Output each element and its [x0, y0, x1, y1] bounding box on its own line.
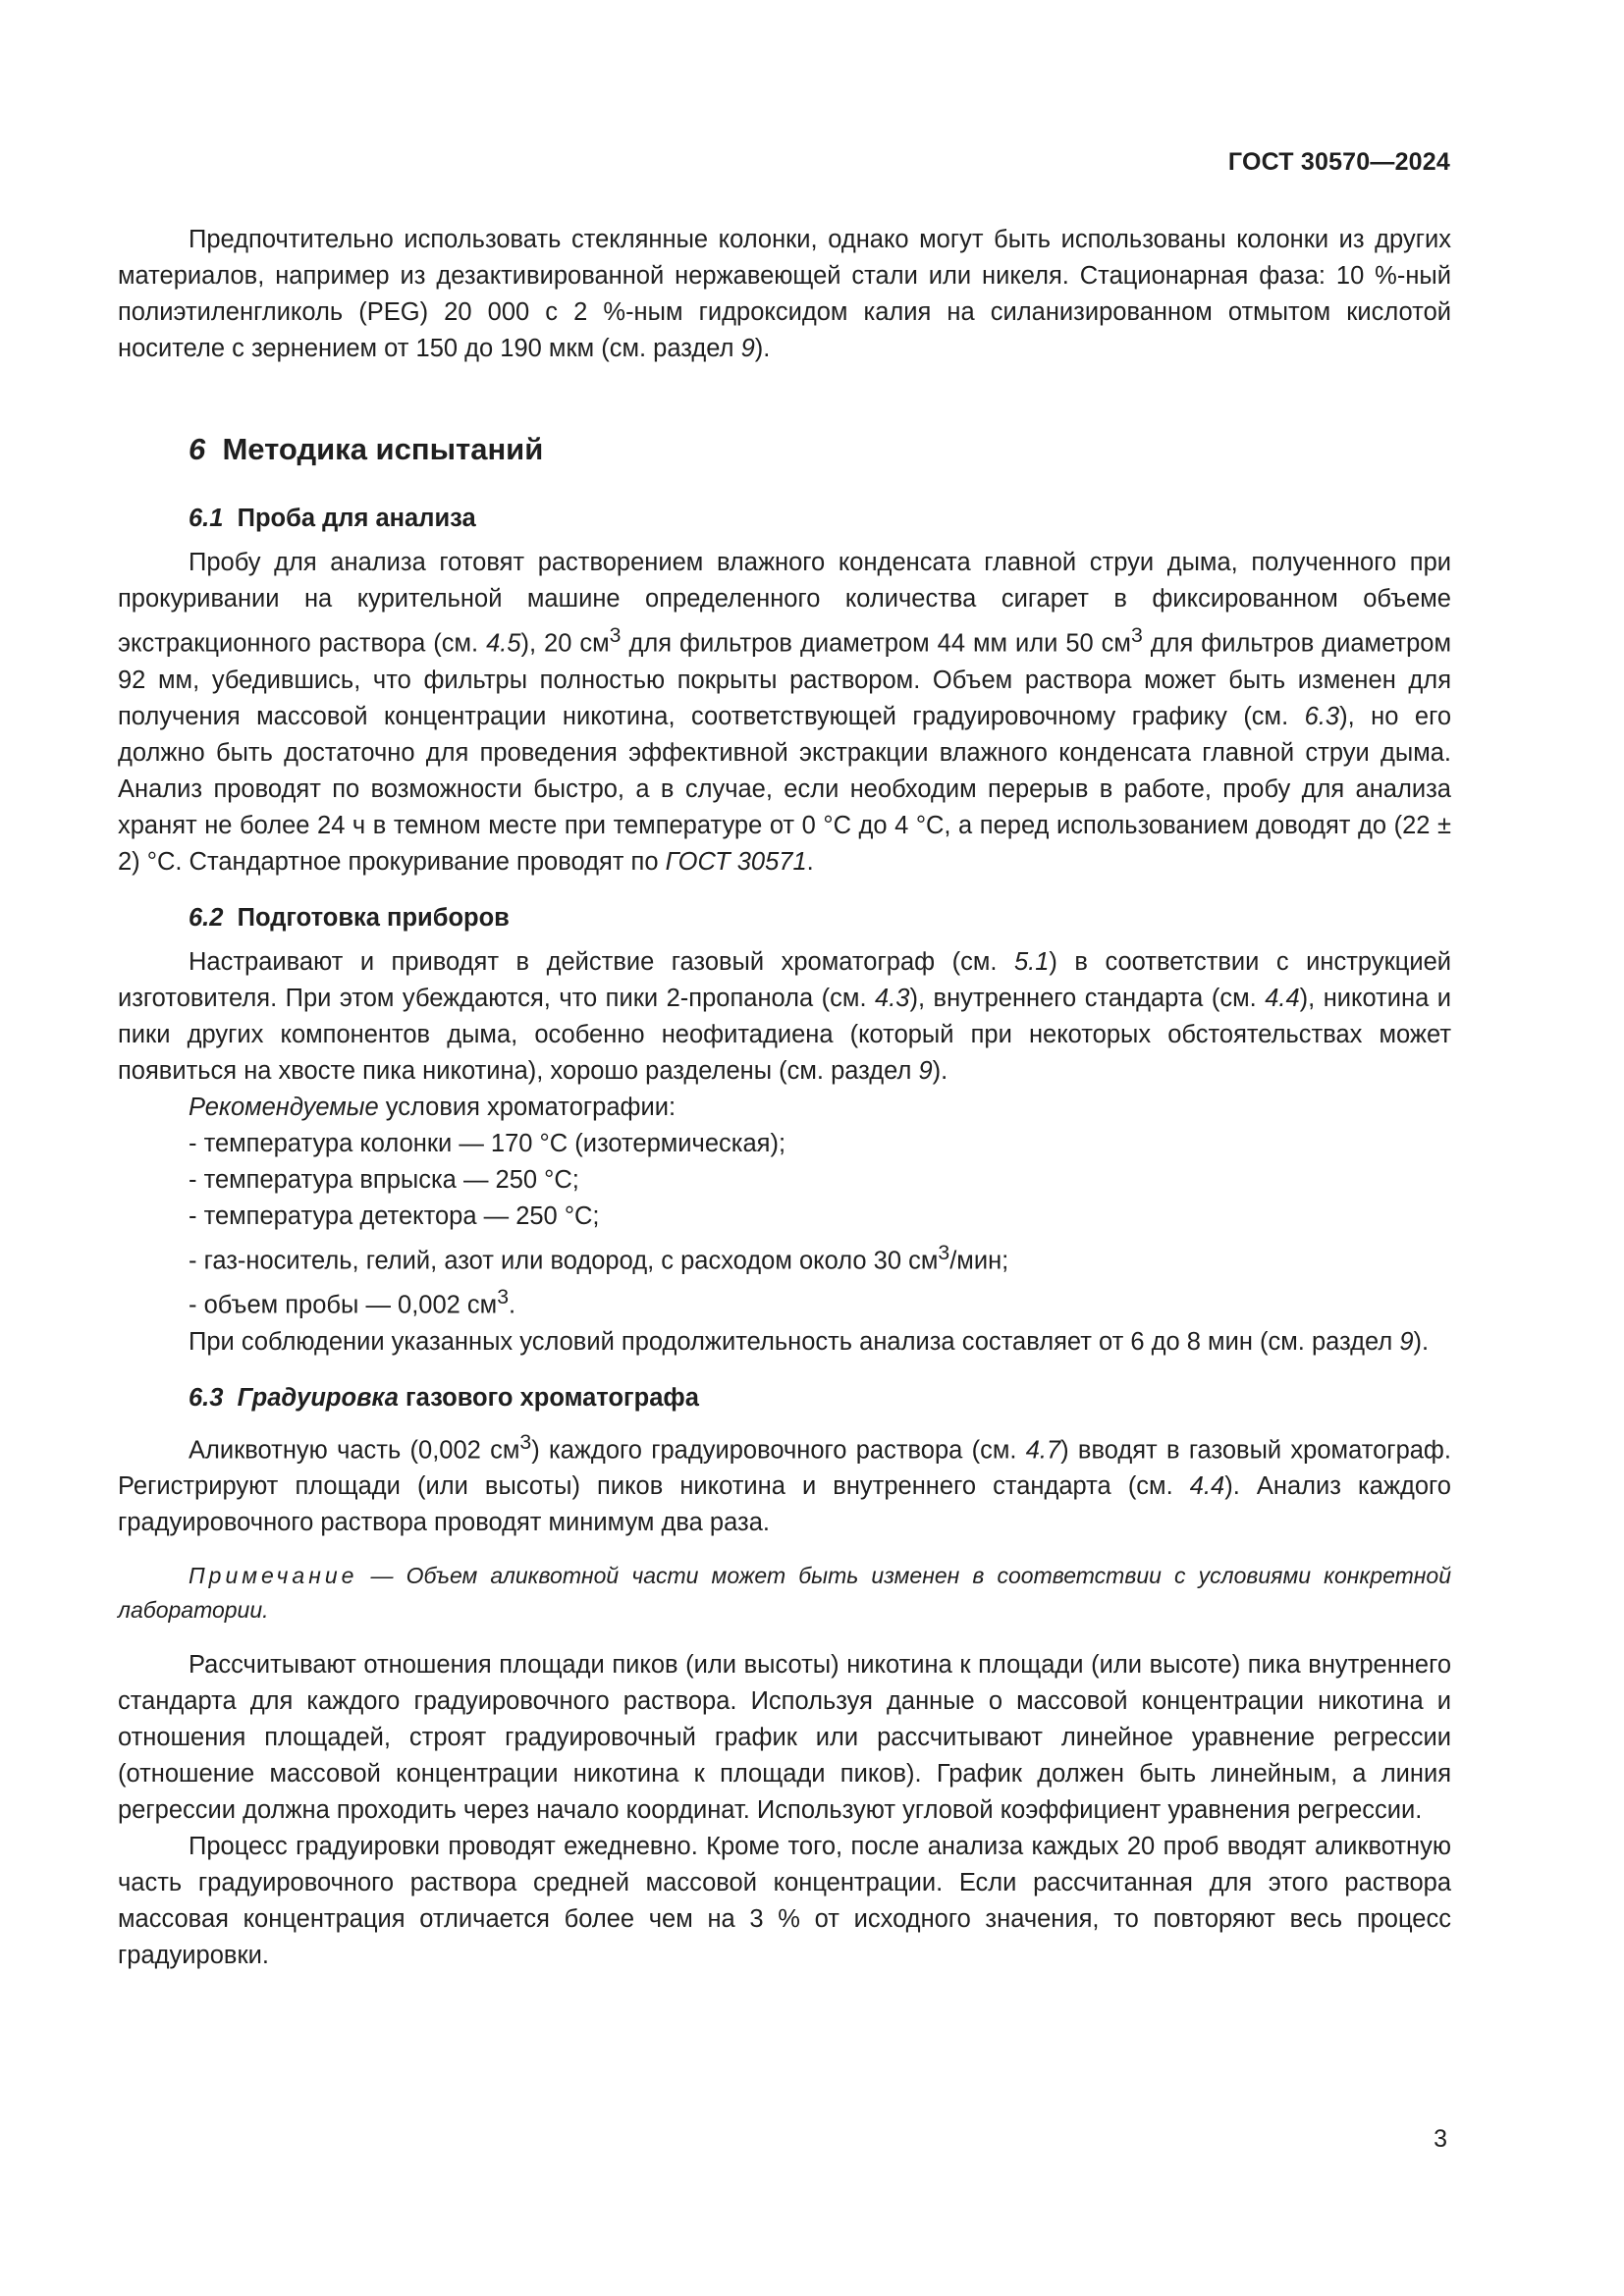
page-content [118, 222, 1451, 1974]
ratio-paragraph: Рассчитывают отношения площади пиков (или высоты) никотина к площади (или высоте) пика внутреннего стандарта для каждого градуировочного раствора. Используя данные о массовой концентрации никотина и отношения площадей, строят градуировочный график или рассчитывают линейное уравнение регрессии (отношение массовой концентрации никотина к площади пиков). График должен быть линейным, а линия регрессии должна проходить через начало координат. Используют угловой коэффициент уравнения регрессии. [118, 1651, 1451, 1824]
setup-paragraph: Настраивают и приводят в действие газовый хроматограф (см. 5.1) в соответствии с инструкцией изготовителя. При этом убеждаются, что пики 2-пропанола (см. 4.3), внутреннего стандарта (см. 4.4), никотина и пики других компонентов дыма, особенно неофитадиена (который при некоторых обстоятельствах может появиться на хвосте пика никотина), хорошо разделены (см. раздел 9). [118, 947, 1451, 1085]
condition-item: - температура впрыска — 250 °С; [189, 1165, 579, 1194]
daily-calibration-paragraph: Процесс градуировки проводят ежедневно. Кроме того, после анализа каждых 20 проб вводят аликвотную часть градуировочного раствора средней массовой концентрации. Если рассчитанная для этого раствора массовая концентрация отличается более чем на 3 % от исходного значения, то повторяют весь процесс градуировки. [118, 1833, 1451, 1969]
document-code: ГОСТ 30570—2024 [1227, 148, 1450, 176]
recommended-conditions-label: Рекомендуемые условия хроматографии: [189, 1093, 677, 1121]
condition-item: - температура колонки — 170 °С (изотермическая); [189, 1129, 786, 1157]
calibration-paragraph: Аликвотную часть (0,002 $см^3$) каждого градуировочного раствора (см. 4.7) вводят в газовый хроматограф. Регистрируют площади (или высоты) пиков никотина и внутреннего стандарта (см. 4.4). Анализ каждого градуировочного раствора проводят минимум два раза. [118, 1429, 1451, 1536]
subsection-6-1-heading: 6.1 Проба для анализа [189, 505, 476, 532]
page-number: 3 [1434, 2125, 1447, 2153]
condition-item: - объем пробы — 0,002 $см^3$. [189, 1285, 516, 1319]
subsection-6-2-heading: 6.2 Подготовка приборов [189, 903, 510, 932]
condition-item: - газ-носитель, гелий, азот или водород, с расходом около 30 $см^3$/мин; [189, 1240, 1009, 1274]
section-6-heading: 6 Методика испытаний [189, 432, 544, 466]
analysis-duration-paragraph: При соблюдении указанных условий продолжительность анализа составляет от 6 до 8 мин (см. раздел 9). [189, 1327, 1430, 1356]
sample-paragraph: Пробу для анализа готовят растворением влажного конденсата главной струи дыма, полученного при прокуривании на курительной машине определенного количества сигарет в фиксированном объеме экстракционного раствора (см. 4.5), 20 $см^3$ для фильтров диаметром 44 мм или 50 $см^3$ для фильтров диаметром 92 мм, убедившись, что фильтры полностью покрыты раствором. Объем раствора может быть изменен для получения массовой концентрации никотина, соответствующей градуировочному графику (см. 6.3), но его должно быть достаточно для проведения эффективной экстракции влажного конденсата главной струи дыма. Анализ проводят по возможности быстро, а в случае, если необходим перерыв в работе, пробу для анализа хранят не более 24 ч в темном месте при температуре от 0 °С до 4 °С, а перед использованием доводят до (22 ± 2) °С. Стандартное прокуривание проводят по ГОСТ 30571. [118, 549, 1451, 876]
condition-item: - температура детектора — 250 °С; [189, 1201, 600, 1230]
subsection-6-3-heading: 6.3 Градуировка газового хроматографа [189, 1383, 699, 1412]
note-paragraph: Примечание — Объем аликвотной части может быть изменен в соответствии с условиями конкретной лаборатории. [118, 1563, 1451, 1623]
intro-paragraph: Предпочтительно использовать стеклянные колонки, однако могут быть использованы колонки из других материалов, например из дезактивированной нержавеющей стали или никеля. Стационарная фаза: 10 %-ный полиэтиленгликоль (PEG) 20 000 с 2 %-ным гидроксидом калия на силанизированном отмытом кислотой носителе с зернением от 150 до 190 мкм (см. раздел 9). [118, 226, 1451, 362]
